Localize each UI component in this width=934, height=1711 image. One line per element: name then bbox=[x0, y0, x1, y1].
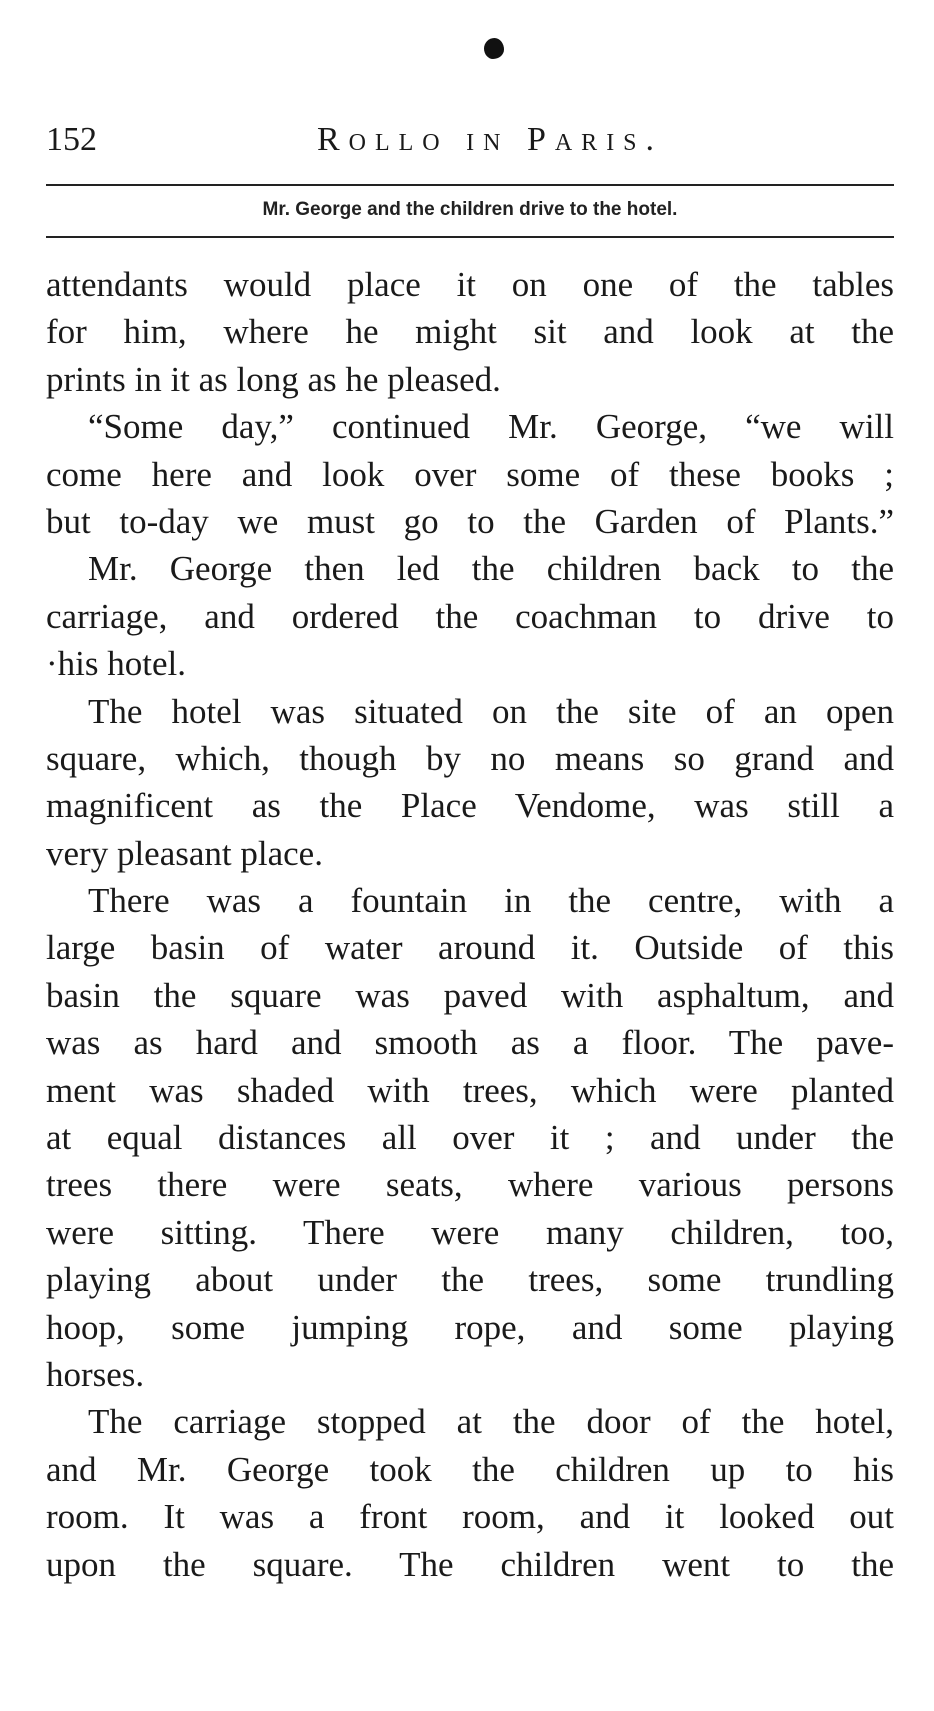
text-line: carriage, and ordered the coachman to drive to bbox=[46, 596, 894, 636]
text-line: basin the square was paved with asphaltum, and bbox=[46, 975, 894, 1015]
text-line: trees there were seats, where various persons bbox=[46, 1165, 894, 1205]
text-line: was as hard and smooth as a floor. The pave- bbox=[46, 1023, 894, 1063]
text-line: ment was shaded with trees, which were planted bbox=[46, 1070, 894, 1110]
text-line: playing about under the trees, some trundling bbox=[46, 1260, 894, 1300]
body-text bbox=[46, 261, 904, 1588]
text-line: for him, where he might sit and look at the bbox=[46, 312, 894, 352]
text-line: horses. bbox=[46, 1354, 145, 1394]
text-line: The carriage stopped at the door of the hotel, bbox=[88, 1402, 894, 1442]
text-line: upon the square. The children went to the bbox=[46, 1544, 894, 1584]
text-line: square, which, though by no means so grand and bbox=[46, 738, 894, 778]
section-subheading: Mr. George and the children drive to the hotel. bbox=[262, 199, 678, 220]
text-line: large basin of water around it. Outside of this bbox=[46, 928, 894, 968]
text-line: very pleasant place. bbox=[46, 833, 323, 873]
text-line: Mr. George then led the children back to the bbox=[88, 549, 894, 589]
ink-blot-mark bbox=[484, 38, 504, 59]
header-rule-top bbox=[46, 184, 894, 186]
text-line: were sitting. There were many children, too, bbox=[46, 1212, 894, 1252]
text-line: magnificent as the Place Vendome, was still a bbox=[46, 786, 894, 826]
text-line: at equal distances all over it ; and under the bbox=[46, 1118, 894, 1158]
text-line: attendants would place it on one of the tables bbox=[46, 265, 894, 304]
text-line: come here and look over some of these books ; bbox=[46, 454, 894, 494]
text-line: There was a fountain in the centre, with a bbox=[88, 881, 894, 921]
running-title: Rollo in Paris. bbox=[316, 121, 664, 158]
text-line: hoop, some jumping rope, and some playing bbox=[46, 1307, 894, 1347]
text-line: room. It was a front room, and it looked out bbox=[46, 1497, 894, 1537]
text-line: and Mr. George took the children up to his bbox=[46, 1449, 894, 1489]
text-line: The hotel was situated on the site of an open bbox=[88, 691, 894, 731]
text-line: ·his hotel. bbox=[46, 644, 186, 684]
page-number: 152 bbox=[46, 121, 97, 158]
text-line: prints in it as long as he pleased. bbox=[46, 359, 501, 399]
text-line: but to-day we must go to the Garden of Plants.” bbox=[46, 501, 894, 541]
header-rule-bottom bbox=[46, 236, 894, 238]
text-line: “Some day,” continued Mr. George, “we will bbox=[88, 407, 894, 447]
running-head bbox=[46, 116, 894, 164]
